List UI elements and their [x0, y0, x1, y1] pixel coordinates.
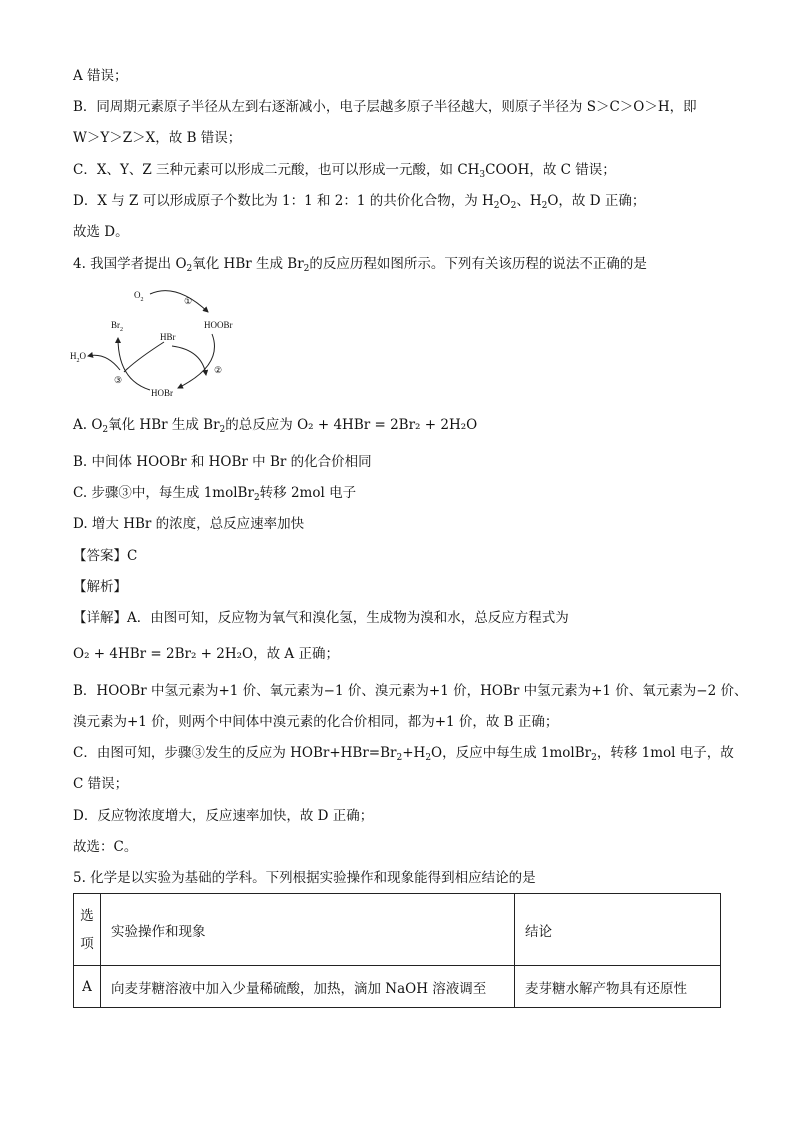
q4-option-c: C. 步骤③中，每生成 1molBr$_2$转移 2mol 电子: [73, 485, 357, 503]
q4-detail-b2: 溴元素为+1 价，则两个中间体中溴元素的化合价相同，都为+1 价，故 B 正确；: [73, 714, 559, 730]
q5-stem: 5. 化学是以实验为基础的学科。下列根据实验操作和现象能得到相应结论的是: [73, 870, 536, 886]
header-operation: 实验操作和现象: [101, 894, 515, 966]
q4-analysis-tag: 【解析】: [73, 579, 127, 595]
q4-detail-c2: C 错误；: [73, 776, 129, 792]
header-conclusion: 结论: [515, 894, 721, 966]
header-option: 选 项: [74, 894, 101, 966]
table-header-row: [74, 894, 721, 966]
row-a-conclusion: 麦芽糖水解产物具有还原性: [515, 966, 721, 1008]
arrow-hbr-in: [172, 346, 206, 375]
arrow-step3: [118, 338, 150, 390]
prev-b-line1: B．同周期元素原子半径从左到右逐渐减小，电子层越多原子半径越大，则原子半径为 S＞C＞O＞H，即: [73, 99, 697, 115]
diagram-step2: ②: [214, 365, 223, 375]
q4-option-a: A. $O_2$氧化 HBr 生成 $Br_2$的总反应为 O₂ + 4HBr = 2Br₂ + 2H₂O: [73, 417, 478, 435]
q4-option-b: B. 中间体 HOOBr 和 HOBr 中 Br 的化合价相同: [73, 454, 372, 470]
row-a-operation: 向麦芽糖溶液中加入少量稀硫酸，加热，滴加 NaOH 溶液调至: [101, 966, 515, 1008]
arrow-step1: [150, 291, 208, 312]
diagram-h2o: $H_2O$: [70, 351, 86, 364]
reaction-cycle-diagram: [66, 280, 266, 400]
prev-b-line2: W＞Y＞Z＞X，故 B 错误；: [73, 130, 242, 146]
prev-choice: 故选 D。: [73, 224, 129, 240]
diagram-br2: $Br_2$: [111, 320, 123, 333]
prev-a-tail: A 错误；: [73, 68, 128, 84]
q4-option-d: D. 增大 HBr 的浓度，总反应速率加快: [73, 516, 305, 532]
q4-detail-b1: B．HOOBr 中氢元素为+1 价、氧元素为−1 价、溴元素为+1 价，HOBr 中氢元素为+1 价、氧元素为−2 价、: [73, 683, 748, 699]
diagram-hbr: HBr: [160, 332, 176, 342]
q4-detail-d: D．反应物浓度增大，反应速率加快，故 D 正确；: [73, 808, 374, 824]
q4-answer: 【答案】C: [73, 548, 138, 564]
arrow-hbr-in2: [124, 342, 164, 372]
diagram-hobr: HOBr: [151, 388, 173, 398]
prev-d-line: D．X 与 Z 可以形成原子个数比为 1：1 和 2：1 的共价化合物，为 $H_2O_2$、$H_2O$，故 D 正确；: [73, 193, 646, 211]
q4-detail-a-eq: O₂ + 4HBr = 2Br₂ + 2H₂O，故 A 正确；: [73, 646, 339, 662]
row-a-option: A: [74, 966, 101, 1008]
arrow-step2: [178, 334, 214, 388]
diagram-step3: ③: [114, 375, 123, 385]
arrow-h2o-out: [88, 355, 120, 370]
q4-choice: 故选：C。: [73, 839, 138, 855]
q4-stem: 4. 我国学者提出 $O_2$氧化 HBr 生成 $Br_2$的反应历程如图所示。下列有关该历程的说法不正确的是: [73, 256, 647, 274]
diagram-step1: ①: [184, 296, 193, 306]
q4-detail-a: 【详解】A．由图可知，反应物为氧气和溴化氢，生成物为溴和水，总反应方程式为: [73, 610, 569, 626]
prev-c-line: C．X、Y、Z 三种元素可以形成二元酸，也可以形成一元酸，如 $CH_3COOH$，故 C 错误；: [73, 162, 616, 180]
experiment-table: [73, 893, 721, 1008]
diagram-hoobr: HOOBr: [204, 320, 233, 330]
diagram-o2: $O_2$: [134, 290, 144, 303]
q4-detail-c1: C．由图可知，步骤③发生的反应为 $HOBr+HBr=Br_2+H_2O$，反应中每生成 1molBr$_2$，转移 1mol 电子，故: [73, 745, 734, 763]
table-row: [74, 966, 721, 1008]
